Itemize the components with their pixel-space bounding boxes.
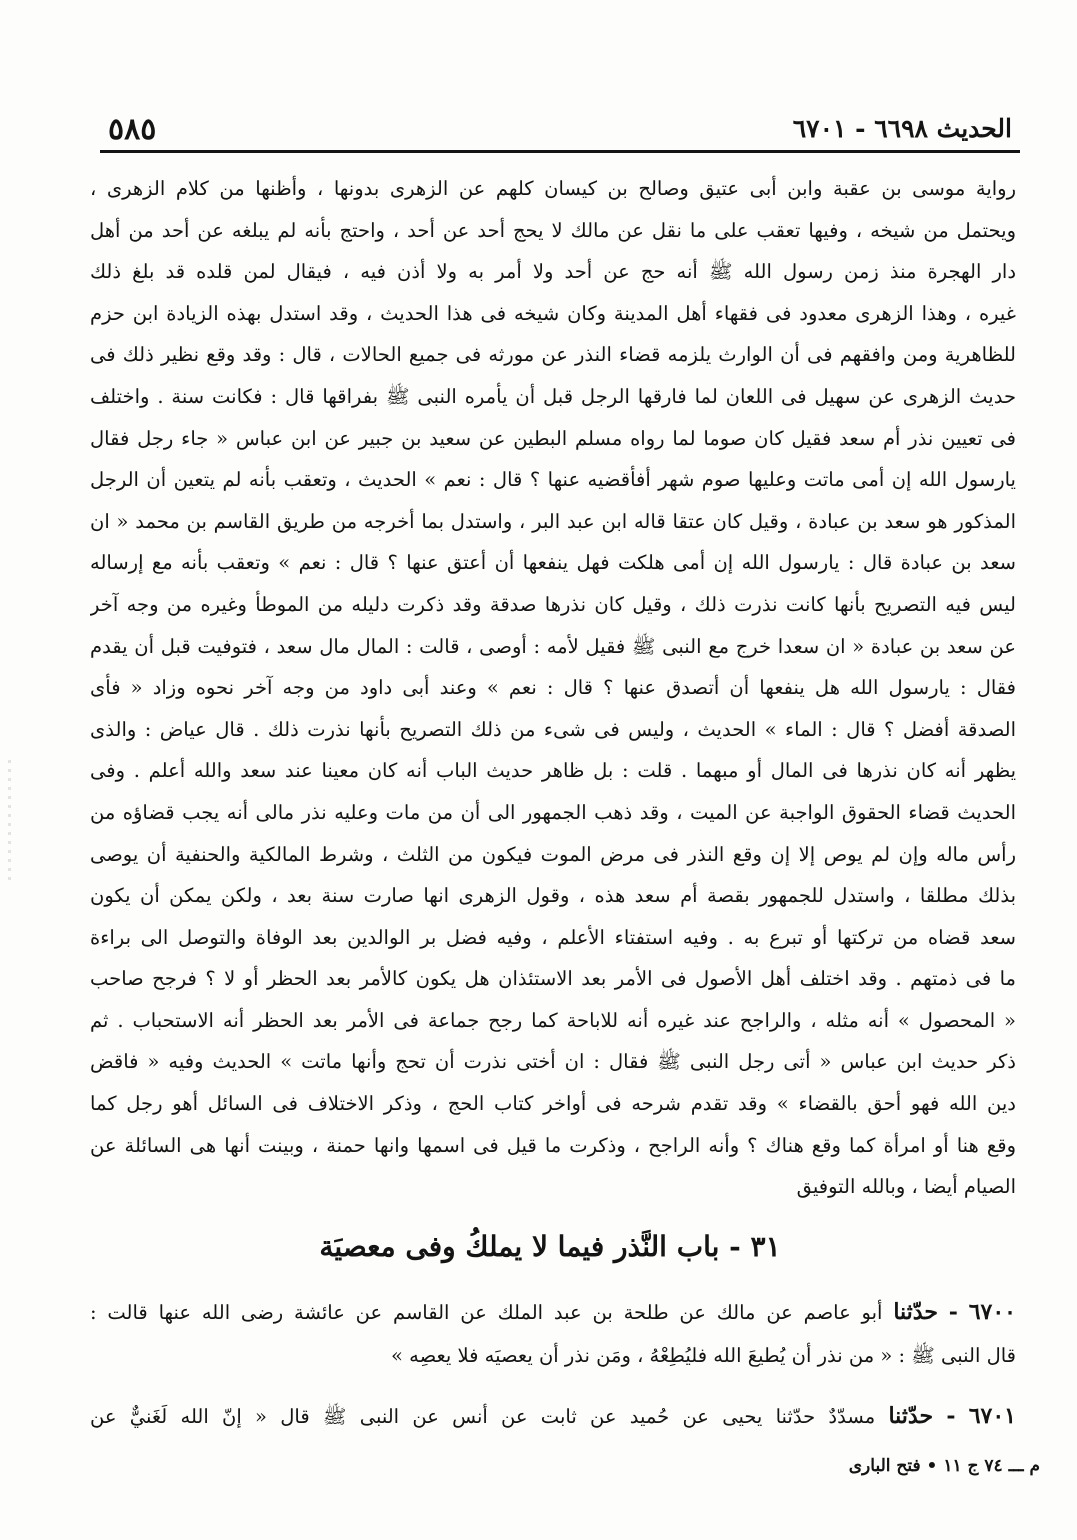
header-rule: [100, 150, 1020, 153]
hadith-dash: -: [948, 1299, 958, 1325]
text-line: غيره ، وهذا الزهرى معدود فى فقهاء أهل المدينة وكان شيخه فى هذا الحديث ، وقد استدل بهذه الزيادة ابن حزم: [90, 301, 1016, 325]
text-line-last: الصيام أيضا ، وبالله التوفيق: [796, 1175, 1016, 1199]
text-line: « المحصول » أنه مثله ، والراجح عند غيره أنه للاباحة كما رجح جماعة فى الأمر بعد الحظر أنه الاستحباب . ثم: [90, 1008, 1016, 1032]
chapter-heading: [60, 1230, 1040, 1263]
text-line: فقال : يارسول الله هل ينفعها أن أتصدق عنها ؟ قال : نعم » وعند أبى داود من وجه آخر نحوه وزاد « فأى: [90, 676, 1016, 700]
book-page: [60, 0, 1040, 1540]
text-line: عن سعد بن عبادة « ان سعدا خرج مع النبى ﷺ فقيل لأمه : أوصى ، قالت : المال مال سعد ، فتوفيت قبل أن يقدم: [90, 634, 1016, 658]
text-line: ذكر حديث ابن عباس « أتى رجل النبى ﷺ فقال : ان أختى نذرت أن تحج وأنها ماتت » الحديث وفيه « فاقض: [90, 1050, 1016, 1074]
hadith-line: [90, 1394, 1016, 1438]
chapter-dash: -: [729, 1230, 741, 1263]
isnad-text: مسدّدٌ حدّثنا يحيى عن حُميد عن ثابت عن أنس عن النبى ﷺ قال « إنّ الله لَغَنيٌّ عن: [90, 1405, 876, 1428]
hadith-6700: [90, 1290, 1016, 1378]
text-line: المذكور هو سعد بن عبادة ، وقيل كان عتقا قاله ابن عبد البر ، واستدل بما أخرجه من طريق القاسم بن محمد « ان: [90, 509, 1016, 533]
hadith-dash: -: [946, 1403, 956, 1429]
text-line: دين الله فهو أحق بالقضاء » وقد تقدم شرحه فى أواخر كتاب الحج ، وذكر الاختلاف فى السائل أهو رجل كما: [90, 1092, 1016, 1116]
text-line: الصدقة أفضل ؟ قال : الماء » الحديث ، وليس فى شىء من ذلك التصريح بأنها نذرت ذلك . قال عياض : والذى: [90, 717, 1016, 741]
text-line: يظهر أنه كان نذرها فى المال أو مبهما . قلت : بل ظاهر حديث الباب أنه كان معينا عند سعد والله أعلم . وفى: [90, 759, 1016, 783]
signature-mark: م ـــ ٧٤ ج ١١ • فتح البارى: [848, 1456, 1040, 1476]
hadith-6701: [90, 1394, 1016, 1438]
text-line: ما فى ذمتهم . وقد اختلف أهل الأصول فى الأمر بعد الاستئذان هل يكون كالأمر بعد الحظر أو لا ؟ فرجح صاحب: [90, 967, 1016, 991]
hadith-line: [90, 1290, 1016, 1334]
text-line: فى تعيين نذر أم سعد فقيل كان صوما لما رواه مسلم البطين عن سعيد بن جبير عن ابن عباس « جاء رجل فقال: [90, 426, 1016, 450]
text-line: ويحتمل من شيخه ، وفيها تعقب على ما نقل عن مالك لا يحج أحد عن أحد ، واحتج بأنه لم يبلغه عن أحد من أهل: [90, 218, 1016, 242]
chapter-title: النَّذر فيما لا يملكُ وفى معصيَة: [319, 1230, 667, 1263]
text-line: بذلك مطلقا ، واستدل للجمهور بقصة أم سعد هذه ، وقول الزهرى انها صارت سنة بعد ، ولكن يمكن أن يكون: [90, 884, 1016, 908]
text-line: ليس فيه التصريح بأنها كانت نذرت ذلك ، وقيل كان نذرها صدقة وقد ذكرت دليله من الموطأ وغيره من وجه آخر: [90, 592, 1016, 616]
text-line: رواية موسى بن عقبة وابن أبى عتيق وصالح بن كيسان كلهم عن الزهرى بدونها ، وأظنها من كلام الزهرى ،: [90, 177, 1016, 200]
page-number: ٥٨٥: [108, 112, 157, 147]
text-line: وقع هنا أو امرأة كما وقع هناك ؟ وأنه الراجح ، وذكرت ما قيل فى اسمها وانها حمنة ، وبينت أنها هى السائلة عن: [90, 1133, 1016, 1157]
text-line: سعد بن عبادة قال : يارسول الله إن أمى هلكت فهل ينفعها أن أعتق عنها ؟ قال : نعم » وتعقب بأنه مع إرساله: [90, 551, 1016, 575]
haddathana-marker: حدّثنا: [893, 1299, 938, 1325]
isnad-text: أبو عاصم عن مالك عن طلحة بن عبد الملك عن القاسم عن عائشة رضى الله عنها قالت :: [90, 1301, 883, 1324]
text-line: يارسول الله إن أمى ماتت وعليها صوم شهر أفأقضيه عنها ؟ قال : نعم » الحديث ، وتعقب بأنه لم يتعين أن الرجل: [90, 468, 1016, 492]
hadith-number: ٦٧٠٠: [968, 1299, 1016, 1325]
hadith-number: ٦٧٠١: [968, 1403, 1016, 1429]
chapter-bab: باب: [676, 1230, 720, 1263]
chapter-number: ٣١: [750, 1230, 781, 1263]
commentary-text: [90, 168, 1016, 1208]
text-line: رأس ماله وإن لم يوص إلا إن وقع النذر فى مرض الموت فيكون من الثلث ، وشرط المالكية والحنفية أن يوصى: [90, 842, 1016, 866]
text-line: دار الهجرة منذ زمن رسول الله ﷺ أنه حج عن أحد ولا أمر به ولا أذن فيه ، فيقال لمن قلده قد بلغ ذلك: [90, 260, 1016, 284]
text-line: سعد قضاه من تركتها أو تبرع به . وفيه استفتاء الأعلم ، وفيه فضل بر الوالدين بعد الوفاة والتوصل الى براءة: [90, 925, 1016, 949]
haddathana-marker: حدّثنا: [888, 1403, 934, 1429]
scan-artifact: [8, 760, 11, 880]
text-line: حديث الزهرى عن سهيل فى اللعان لما فارقها الرجل قبل أن يأمره النبى ﷺ بفراقها قال : فكانت سنة . واختلف: [90, 384, 1016, 408]
running-title: الحديث ٦٦٩٨ - ٦٧٠١: [792, 114, 1012, 143]
matn-line: قال النبى ﷺ : « من نذر أن يُطيعَ الله فليُطِعْهُ ، ومَن نذر أن يعصيَه فلا يعصِه »: [390, 1344, 1016, 1367]
text-line: للظاهرية ومن وافقهم فى أن الوارث يلزمه قضاء النذر عن مورثه فى جميع الحالات ، قال : وقد وقع نظير ذلك فى: [90, 343, 1016, 367]
text-line: الحديث قضاء الحقوق الواجبة عن الميت ، وقد ذهب الجمهور الى أن من مات وعليه نذر مالى أنه يجب قضاؤه من: [90, 800, 1016, 824]
